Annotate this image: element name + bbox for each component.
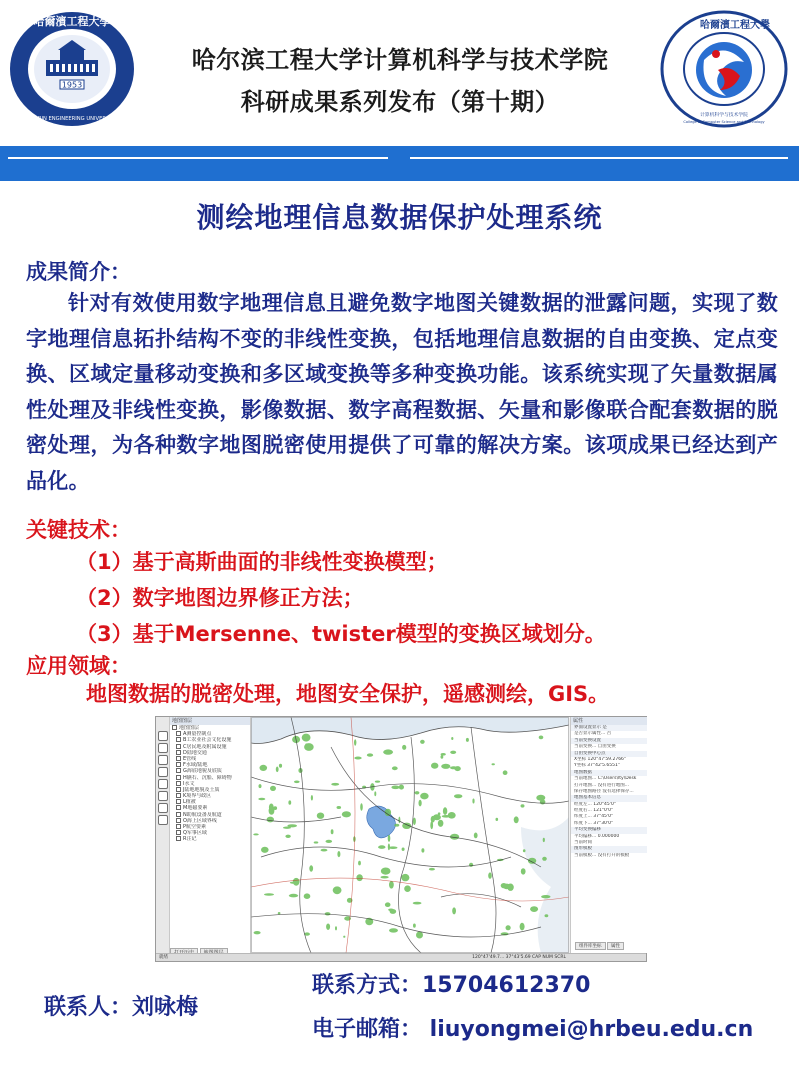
property-row[interactable]: X坐标 120°47'59.2766" bbox=[574, 756, 626, 762]
layer-item[interactable]: E管线 bbox=[170, 756, 250, 762]
vegetation-patch bbox=[288, 800, 291, 804]
property-row[interactable]: 当前地图... C:\Users\lty\Desk bbox=[574, 776, 637, 782]
vegetation-patch bbox=[389, 928, 398, 932]
vegetation-patch bbox=[402, 745, 406, 750]
vegetation-patch bbox=[402, 848, 405, 851]
tech-heading: 关键技术： bbox=[26, 518, 131, 542]
vegetation-patch bbox=[375, 781, 380, 783]
intro-body: 针对有效使用数字地理信息且避免数字地图关键数据的泄露问题，实现了数字地理信息拓扑结构不变的非线性变换，包括地理信息数据的自由变换、定点变换、区域定量移动变换和多区域变换等多种变换功能。该系统实现了矢量数据属性处理及非线性变换，影像数据、数字高程数据、矢量和影像联合配套数据的脱密处理，为各种数字地图脱密使用提供了可靠的解决方案。该项成果已经达到产品化。 bbox=[26, 291, 778, 493]
vegetation-patch bbox=[469, 863, 473, 867]
seal-caption: HARBIN ENGINEERING UNIVERSITY bbox=[26, 116, 118, 122]
property-section: 界面设置显示 是 bbox=[571, 725, 647, 731]
layer-item[interactable]: C居民地及附属设施 bbox=[170, 744, 250, 750]
vegetation-patch bbox=[429, 868, 435, 871]
tab-properties[interactable]: 属性 bbox=[607, 942, 624, 950]
layer-item[interactable]: D陆地交通 bbox=[170, 750, 250, 756]
header-divider-bar bbox=[0, 146, 799, 181]
vegetation-patch bbox=[314, 841, 319, 843]
vegetation-patch bbox=[378, 845, 385, 849]
property-row[interactable]: 当前时间 bbox=[574, 840, 592, 846]
vegetation-patch bbox=[543, 838, 545, 842]
vegetation-patch bbox=[342, 811, 351, 817]
vegetation-patch bbox=[443, 807, 447, 815]
vegetation-patch bbox=[541, 895, 550, 898]
contact-person: 联系人：刘咏梅 bbox=[44, 995, 199, 1020]
vegetation-patch bbox=[416, 932, 423, 939]
vegetation-patch bbox=[398, 817, 400, 824]
layer-item[interactable]: G海底地貌及底质 bbox=[170, 768, 250, 774]
property-row[interactable]: 当前变换... 自由变换 bbox=[574, 744, 616, 750]
property-row[interactable]: 打开地图... 没有进行地图... bbox=[574, 782, 630, 788]
pan-tool-icon[interactable] bbox=[158, 743, 168, 753]
property-row[interactable]: 当前模板... 没有打开的模板 bbox=[574, 852, 630, 858]
vegetation-patch bbox=[452, 907, 456, 914]
vegetation-patch bbox=[539, 736, 544, 740]
vegetation-patch bbox=[358, 861, 361, 866]
status-coordinates: 120°47'49.7... 37°43'5.69 CAP NUM SCRL bbox=[472, 955, 566, 960]
vegetation-patch bbox=[536, 795, 545, 801]
vegetation-patch bbox=[454, 794, 462, 798]
tech-item: （2）数字地图边界修正方法； bbox=[76, 586, 364, 610]
properties-panel-title: 属性 bbox=[571, 717, 647, 725]
gis-software-screenshot bbox=[155, 716, 647, 962]
college-logo-caption-en: College of Computer Science and Technology bbox=[683, 120, 765, 124]
map-toolbar bbox=[156, 717, 170, 961]
vegetation-patch bbox=[276, 767, 279, 773]
layer-item[interactable]: L植被 bbox=[170, 799, 250, 805]
vegetation-patch bbox=[356, 874, 362, 881]
application-heading: 应用领域： bbox=[26, 654, 131, 678]
vegetation-patch bbox=[441, 755, 444, 759]
vegetation-patch bbox=[253, 833, 259, 835]
college-logo bbox=[660, 10, 788, 128]
vegetation-patch bbox=[521, 804, 525, 807]
college-logo-caption-cn: 计算机科学与技术学院 bbox=[700, 113, 748, 118]
layer-item[interactable]: 地图图层 bbox=[170, 725, 250, 731]
vegetation-patch bbox=[381, 876, 389, 879]
university-seal-logo bbox=[8, 10, 136, 128]
vegetation-patch bbox=[385, 902, 391, 907]
vegetation-patch bbox=[309, 865, 313, 871]
vegetation-patch bbox=[496, 818, 499, 821]
vegetation-patch bbox=[258, 798, 265, 800]
vegetation-patch bbox=[492, 763, 495, 765]
select-tool-icon[interactable] bbox=[158, 731, 168, 741]
property-section: 地图数据 bbox=[571, 770, 647, 776]
vegetation-patch bbox=[404, 885, 411, 892]
header-college-name: 哈尔滨工程大学计算机科学与技术学院 bbox=[191, 46, 609, 74]
vegetation-patch bbox=[419, 800, 422, 807]
vegetation-patch bbox=[321, 849, 328, 852]
layer-panel bbox=[170, 717, 251, 961]
property-row[interactable]: 是否显示属性... 否 bbox=[574, 731, 612, 737]
contact-email: 电子邮箱： liuyongmei@hrbeu.edu.cn bbox=[312, 1017, 754, 1042]
vegetation-patch bbox=[420, 740, 425, 744]
vegetation-patch bbox=[520, 923, 525, 931]
vegetation-patch bbox=[317, 813, 324, 819]
vegetation-patch bbox=[337, 851, 340, 857]
status-bar bbox=[156, 953, 646, 961]
vegetation-patch bbox=[260, 765, 268, 771]
vegetation-patch bbox=[415, 791, 420, 794]
vegetation-patch bbox=[304, 893, 311, 899]
property-section: 图形模板 bbox=[571, 846, 647, 852]
vegetation-patch bbox=[542, 857, 547, 861]
vegetation-patch bbox=[302, 734, 311, 742]
refresh-tool-icon[interactable] bbox=[158, 803, 168, 813]
vegetation-patch bbox=[521, 868, 526, 874]
vegetation-patch bbox=[392, 766, 398, 770]
vegetation-patch bbox=[293, 878, 300, 886]
intro-heading: 成果简介： bbox=[26, 260, 131, 284]
vegetation-patch bbox=[360, 803, 363, 811]
vegetation-patch bbox=[294, 781, 300, 784]
layer-item[interactable]: B工农业社会文化设施 bbox=[170, 737, 250, 743]
property-section: 当前变换设置 bbox=[571, 738, 647, 744]
header-series-title: 科研成果系列发布（第十期） bbox=[240, 88, 560, 116]
settings-tool-icon[interactable] bbox=[158, 815, 168, 825]
vegetation-patch bbox=[278, 912, 281, 914]
layer-panel-title: 地图图层 bbox=[170, 717, 250, 725]
vegetation-patch bbox=[305, 743, 308, 745]
vegetation-patch bbox=[326, 924, 330, 930]
vegetation-patch bbox=[433, 814, 441, 820]
vegetation-patch bbox=[354, 739, 356, 745]
vegetation-patch bbox=[270, 786, 276, 791]
vegetation-patch bbox=[413, 902, 422, 905]
divider-line-left bbox=[8, 157, 388, 159]
vegetation-patch bbox=[514, 816, 519, 823]
property-row[interactable]: 纬度下... 37°30'0" bbox=[574, 820, 614, 826]
vegetation-patch bbox=[311, 795, 313, 801]
vegetation-patch bbox=[450, 751, 456, 754]
property-row[interactable]: 纬度上... 37°45'0" bbox=[574, 814, 614, 820]
seal-year: 1953 bbox=[61, 80, 83, 90]
tab-component-coordinates[interactable]: 组件库坐标 bbox=[575, 942, 606, 950]
application-body: 地图数据的脱密处理，地图安全保护，遥感测绘，GIS。 bbox=[86, 682, 610, 706]
vegetation-patch bbox=[374, 791, 376, 796]
vegetation-patch bbox=[279, 764, 282, 768]
measure-tool-icon[interactable] bbox=[158, 779, 168, 789]
vegetation-patch bbox=[472, 799, 474, 804]
vegetation-patch bbox=[337, 806, 342, 809]
college-logo-calligraphy: 哈爾濱工程大學 bbox=[700, 20, 770, 31]
vegetation-patch bbox=[383, 749, 393, 754]
vegetation-patch bbox=[474, 833, 478, 839]
vegetation-patch bbox=[264, 893, 274, 896]
vegetation-patch bbox=[331, 829, 334, 834]
vegetation-patch bbox=[388, 909, 394, 912]
layer-item[interactable]: M地磁要素 bbox=[170, 805, 250, 811]
vegetation-patch bbox=[388, 844, 390, 851]
layer-item[interactable]: K境界与政区 bbox=[170, 793, 250, 799]
contact-phone: 联系方式：15704612370 bbox=[312, 973, 591, 998]
vegetation-patch bbox=[450, 766, 457, 769]
vegetation-patch bbox=[259, 784, 262, 788]
vegetation-patch bbox=[528, 858, 536, 864]
vegetation-patch bbox=[381, 868, 391, 875]
zoom-out-tool-icon[interactable] bbox=[158, 767, 168, 777]
vegetation-patch bbox=[335, 926, 337, 930]
vegetation-patch bbox=[326, 840, 333, 843]
vegetation-patch bbox=[421, 848, 424, 852]
layer-item[interactable]: A测量控制点 bbox=[170, 731, 250, 737]
vegetation-patch bbox=[545, 914, 549, 917]
vegetation-patch bbox=[391, 786, 399, 790]
layer-item[interactable]: I水文 bbox=[170, 781, 250, 787]
vegetation-patch bbox=[506, 925, 511, 930]
vegetation-patch bbox=[261, 847, 269, 853]
property-row[interactable]: 经度右... 121°0'0" bbox=[574, 808, 614, 814]
vegetation-patch bbox=[413, 924, 416, 928]
layer-item[interactable]: J陆地地貌及土质 bbox=[170, 787, 250, 793]
vegetation-patch bbox=[267, 817, 274, 823]
property-section: 地图基本信息 bbox=[571, 795, 647, 801]
seal-calligraphy: 哈爾濱工程大學 bbox=[33, 15, 111, 28]
vegetation-patch bbox=[431, 763, 438, 769]
property-row[interactable]: Y坐标 37°42'5.6551" bbox=[574, 763, 620, 769]
vegetation-patch bbox=[503, 770, 508, 775]
property-row[interactable]: 经度左... 120°45'0" bbox=[574, 801, 616, 807]
vegetation-patch bbox=[289, 894, 298, 898]
vegetation-patch bbox=[285, 835, 290, 838]
property-row[interactable]: 保存地图路径 没有选择保存... bbox=[574, 788, 634, 794]
vegetation-patch bbox=[388, 835, 391, 842]
vegetation-patch bbox=[343, 936, 345, 938]
vegetation-patch bbox=[488, 872, 492, 878]
layer-item[interactable]: R注记 bbox=[170, 836, 250, 842]
vegetation-patch bbox=[331, 783, 339, 786]
layer-item[interactable]: P航空要素 bbox=[170, 824, 250, 830]
zoom-in-tool-icon[interactable] bbox=[158, 755, 168, 765]
divider-line-right bbox=[410, 157, 788, 159]
vegetation-patch bbox=[401, 874, 409, 881]
vegetation-patch bbox=[530, 906, 538, 912]
property-section: 平均变换偏移 bbox=[571, 827, 647, 833]
vegetation-patch bbox=[254, 931, 261, 934]
vegetation-patch bbox=[442, 815, 451, 818]
vegetation-patch bbox=[413, 818, 416, 825]
transform-tool-icon[interactable] bbox=[158, 791, 168, 801]
properties-list bbox=[571, 725, 647, 859]
vegetation-patch bbox=[503, 884, 510, 890]
vegetation-patch bbox=[389, 881, 394, 889]
system-title: 测绘地理信息数据保护处理系统 bbox=[196, 201, 603, 234]
properties-panel bbox=[570, 717, 647, 953]
vegetation-patch bbox=[333, 886, 342, 894]
tech-item: （1）基于高斯曲面的非线性变换模型； bbox=[76, 550, 448, 574]
status-text: 就绪 bbox=[159, 955, 168, 960]
properties-panel-tabs bbox=[575, 942, 624, 950]
vegetation-patch bbox=[394, 824, 399, 827]
vegetation-patch bbox=[430, 821, 433, 829]
vegetation-patch bbox=[438, 820, 444, 827]
vegetation-patch bbox=[367, 753, 373, 756]
vegetation-patch bbox=[466, 738, 469, 742]
vegetation-patch bbox=[385, 809, 391, 816]
vegetation-patch bbox=[523, 849, 526, 852]
layer-item[interactable]: H礁石、沉船、障碍物 bbox=[170, 775, 250, 781]
property-row[interactable]: 平均偏移... 0.000000 bbox=[574, 833, 620, 839]
vegetation-patch bbox=[354, 757, 361, 760]
property-section: 自由变换中心点 bbox=[571, 751, 647, 757]
vegetation-patch bbox=[420, 793, 428, 800]
vegetation-patch bbox=[269, 804, 274, 812]
vegetation-patch bbox=[399, 785, 404, 790]
layer-item[interactable]: F水域/陆地 bbox=[170, 762, 250, 768]
layer-item[interactable]: O海上区域界线 bbox=[170, 818, 250, 824]
layer-item[interactable]: N助航设备及航道 bbox=[170, 812, 250, 818]
layer-item[interactable]: Q军事区域 bbox=[170, 830, 250, 836]
map-canvas[interactable] bbox=[251, 717, 569, 953]
vegetation-patch bbox=[441, 764, 450, 769]
tech-item: （3）基于Mersenne、twister模型的变换区域划分。 bbox=[76, 622, 606, 646]
vegetation-patch bbox=[438, 812, 441, 815]
layer-list bbox=[170, 725, 250, 843]
vegetation-patch bbox=[451, 737, 453, 740]
vegetation-patch bbox=[283, 827, 291, 829]
